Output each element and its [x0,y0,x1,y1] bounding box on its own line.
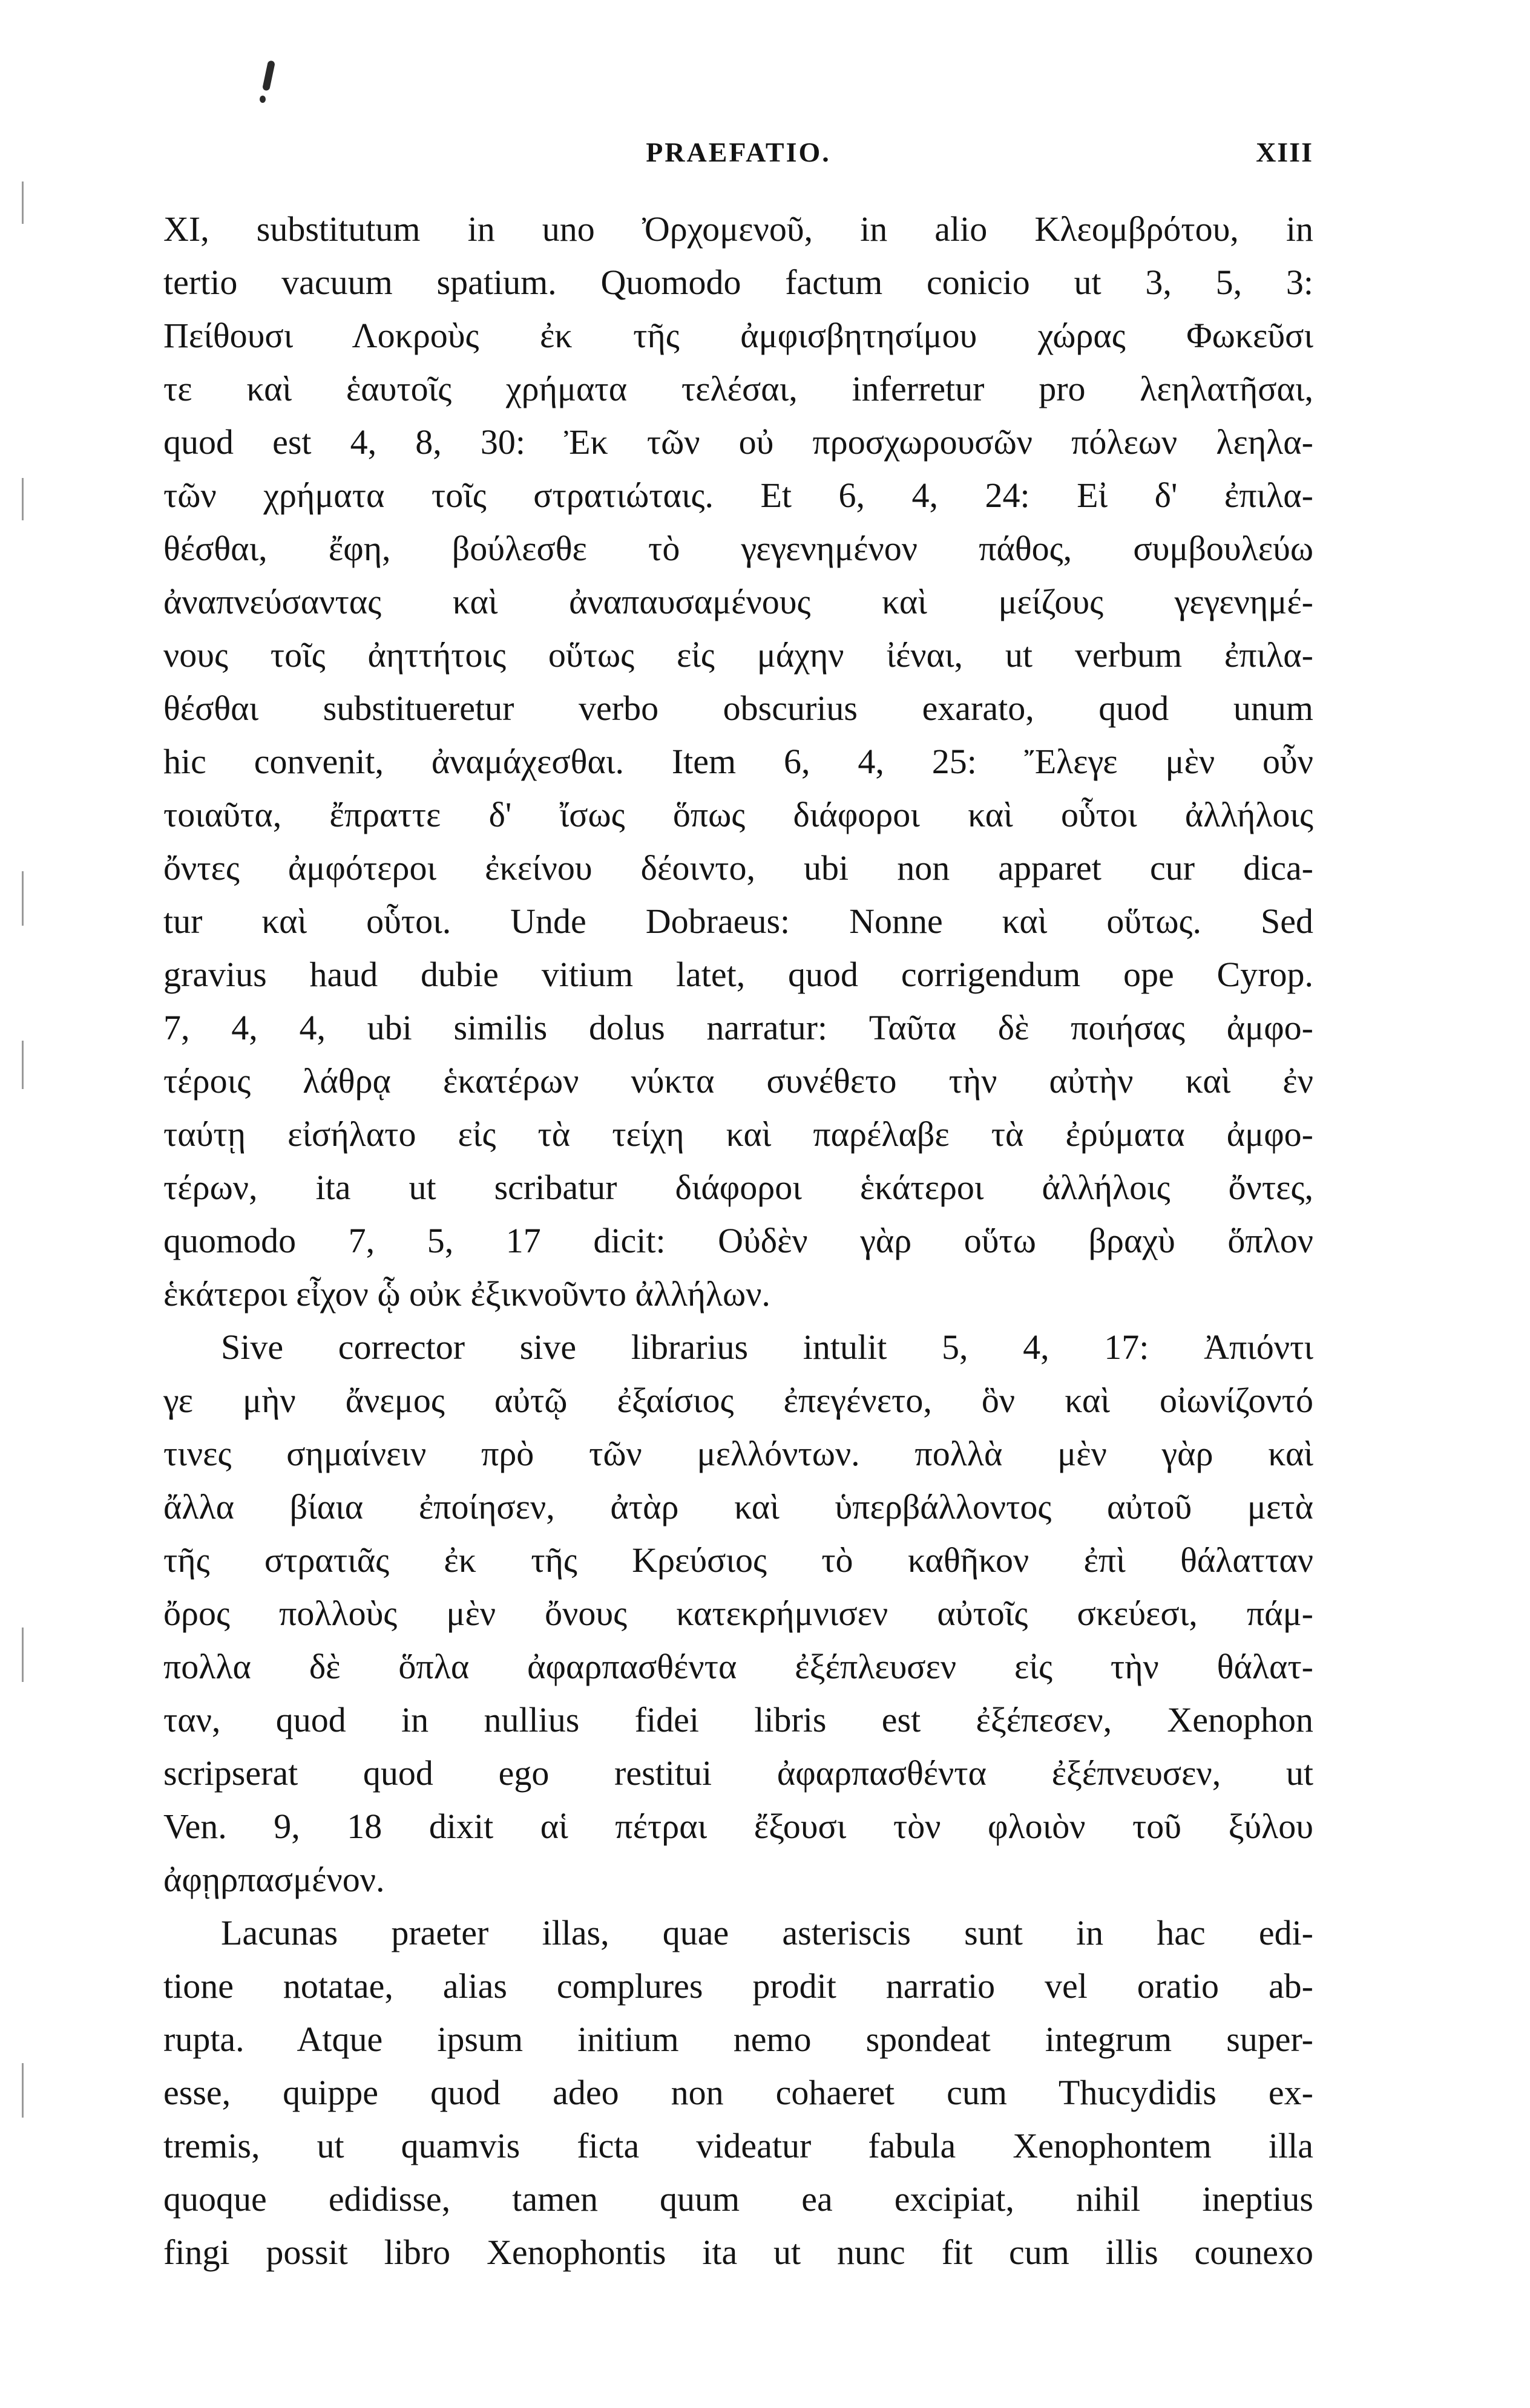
text-line: scripserat quod ego restitui ἀφαρπασθέντα ἐξέπνευσεν, ut [163,1753,1313,1793]
paragraph-2 [163,1321,1313,1906]
page-header [163,136,1313,178]
text-line: τοιαῦτα, ἔπραττε δ' ἴσως ὅπως διάφοροι καὶ οὗτοι ἀλλήλοις [163,795,1313,834]
text-line: quoque edidisse, tamen quum ea excipiat, nihil ineptius [163,2179,1313,2219]
text-line: τέρων, ita ut scribatur διάφοροι ἑκάτεροι ἀλλήλοις ὄντες, [163,1168,1313,1207]
paragraph-1 [163,203,1313,1321]
text-line: gravius haud dubie vitium latet, quod corrigendum ope Cyrop. [163,955,1313,994]
text-line: τινες σημαίνειν πρὸ τῶν μελλόντων. πολλὰ μὲν γὰρ καὶ [163,1434,1313,1473]
margin-mark [22,478,24,520]
text-line: τῶν χρήματα τοῖς στρατιώταις. Et 6, 4, 24: Εἰ δ' ἐπιλα- [163,476,1313,515]
margin-mark [22,182,24,224]
ink-dot [260,96,266,103]
text-line: πολλα δὲ ὅπλα ἀφαρπασθέντα ἐξέπλευσεν εἰς τὴν θάλατ- [163,1647,1313,1686]
margin-mark [22,871,24,926]
text-line: ἑκάτεροι εἶχον ᾧ οὐκ ἐξικνοῦντο ἀλλήλων. [163,1274,770,1314]
text-line: τῆς στρατιᾶς ἐκ τῆς Κρεύσιος τὸ καθῆκον ἐπὶ θάλατταν [163,1540,1313,1580]
text-line: quomodo 7, 5, 17 dicit: Οὐδὲν γὰρ οὕτω βραχὺ ὅπλον [163,1221,1313,1260]
text-line: esse, quippe quod adeo non cohaeret cum Thucydidis ex- [163,2073,1313,2112]
text-line: ταν, quod in nullius fidei libris est ἐξέπεσεν, Xenophon [163,1700,1313,1739]
margin-mark [22,2063,24,2118]
text-line: ἀφῃρπασμένον. [163,1860,385,1899]
text-line: ταύτῃ εἰσήλατο εἰς τὰ τείχη καὶ παρέλαβε τὰ ἐρύματα ἀμφο- [163,1114,1313,1154]
text-line: Ven. 9, 18 dixit αἱ πέτραι ἔξουσι τὸν φλοιὸν τοῦ ξύλου [163,1807,1313,1846]
ink-speck [262,60,275,91]
text-line: θέσθαι, ἔφη, βούλεσθε τὸ γεγενημένον πάθος, συμβουλεύω [163,529,1313,568]
margin-mark [22,1628,24,1682]
text-line: XI, substitutum in uno Ὀρχομενοῦ, in alio Κλεομβρότου, in [163,209,1313,249]
text-line: ἀναπνεύσαντας καὶ ἀναπαυσαμένους καὶ μείζους γεγενημέ- [163,582,1313,621]
margin-mark [22,1041,24,1089]
text-line: γε μὴν ἄνεμος αὐτῷ ἐξαίσιος ἐπεγένετο, ὃν καὶ οἰωνίζοντό [163,1381,1313,1420]
text-line: τέροις λάθρᾳ ἑκατέρων νύκτα συνέθετο τὴν αὐτὴν καὶ ἐν [163,1061,1313,1101]
text-line: tremis, ut quamvis ficta videatur fabula Xenophontem illa [163,2126,1313,2165]
text-line: hic convenit, ἀναμάχεσθαι. Item 6, 4, 25: Ἔλεγε μὲν οὖν [163,742,1313,781]
text-line: tur καὶ οὗτοι. Unde Dobraeus: Nonne καὶ οὕτως. Sed [163,901,1313,941]
text-line: 7, 4, 4, ubi similis dolus narratur: Ταῦτα δὲ ποιήσας ἀμφο- [163,1008,1313,1047]
paragraph-3 [163,1906,1313,2279]
running-title: PRAEFATIO. [646,137,831,168]
text-line: τε καὶ ἑαυτοῖς χρήματα τελέσαι, inferretur pro λεηλατῆσαι, [163,369,1313,408]
text-line: Lacunas praeter illas, quae asteriscis sunt in hac edi- [221,1913,1313,1952]
text-line: νους τοῖς ἀηττήτοις οὕτως εἰς μάχην ἰέναι, ut verbum ἐπιλα- [163,635,1313,675]
text-line: tertio vacuum spatium. Quomodo factum conicio ut 3, 5, 3: [163,263,1313,302]
text-line: θέσθαι substitueretur verbo obscurius exarato, quod unum [163,689,1313,728]
text-line: Sive corrector sive librarius intulit 5, 4, 17: Ἀπιόντι [221,1327,1313,1367]
text-line: tione notatae, alias complures prodit narratio vel oratio ab- [163,1966,1313,2006]
text-line: ἄλλα βίαια ἐποίησεν, ἀτὰρ καὶ ὑπερβάλλοντος αὐτοῦ μετὰ [163,1487,1313,1526]
text-line: quod est 4, 8, 30: Ἐκ τῶν οὐ προσχωρουσῶν πόλεων λεηλα- [163,422,1313,462]
page-number: XIII [1256,137,1313,168]
text-line: rupta. Atque ipsum initium nemo spondeat integrum super- [163,2020,1313,2059]
text-line: fingi possit libro Xenophontis ita ut nunc fit cum illis counexo [163,2233,1313,2272]
text-line: Πείθουσι Λοκροὺς ἐκ τῆς ἀμφισβητησίμου χώρας Φωκεῦσι [163,316,1313,355]
text-line: ὄρος πολλοὺς μὲν ὄνους κατεκρήμνισεν αὐτοῖς σκεύεσι, πάμ- [163,1594,1313,1633]
text-line: ὄντες ἀμφότεροι ἐκείνου δέοιντο, ubi non apparet cur dica- [163,848,1313,888]
body-text [163,203,1313,2279]
